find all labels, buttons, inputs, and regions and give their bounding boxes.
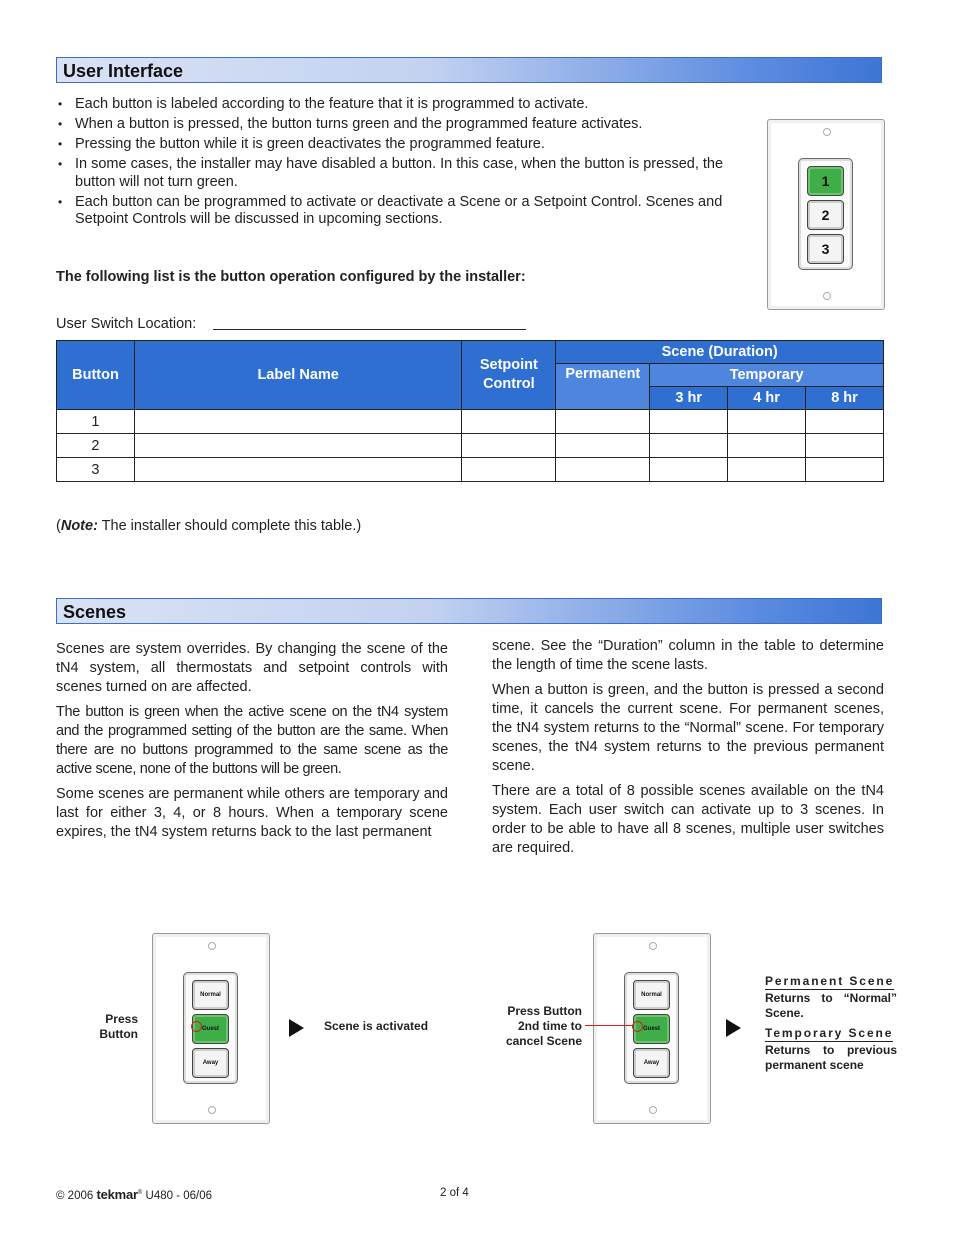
registered-mark-icon: ®	[137, 1190, 143, 1197]
doc-number: U480 - 06/06	[145, 1190, 213, 1202]
table-row	[57, 410, 884, 434]
header-8hr: 8 hr	[806, 387, 884, 410]
header-3hr: 3 hr	[650, 387, 728, 410]
page-number: 2 of 4	[440, 1187, 469, 1199]
paragraph: Some scenes are permanent while others are temporary and last for either 3, 4, or 8 hours. When a temporary scene expires, the tN4 system returns back to the last permanent	[56, 786, 448, 840]
list-item: • Pressing the button while it is green deactivates the programmed feature.	[56, 136, 736, 154]
header-4hr: 4 hr	[728, 387, 806, 410]
screw-icon	[649, 1106, 657, 1114]
setpoint-cell	[462, 458, 556, 482]
scenes-header	[56, 598, 882, 624]
screw-icon	[208, 1106, 216, 1114]
brand-logo: tekmar	[96, 1187, 138, 1202]
list-item: • Each button is labeled according to the feature that it is programmed to activate.	[56, 96, 736, 114]
switch-diagram-activate	[152, 933, 270, 1124]
header-label-name: Label Name	[134, 341, 461, 410]
header-setpoint-control	[462, 341, 556, 410]
scenes-right-column	[492, 637, 884, 864]
section-title: Scenes	[63, 602, 127, 622]
location-blank-line	[213, 329, 526, 330]
temporary-scene-note	[765, 1026, 897, 1073]
8hr-cell	[806, 458, 884, 482]
press-button-label: Press Button	[99, 1012, 138, 1041]
feature-list	[56, 96, 736, 231]
label-cell	[134, 410, 461, 434]
press-indicator-circle	[191, 1021, 202, 1032]
note-paren: (	[56, 518, 61, 534]
temporary-scene-title: Temporary Scene	[765, 1026, 894, 1040]
4hr-cell	[728, 434, 806, 458]
setpoint-cell	[462, 410, 556, 434]
section-title: User Interface	[63, 61, 184, 81]
scenes-left-column	[56, 640, 448, 848]
normal-button: Normal	[633, 980, 670, 1010]
list-item: • Each button can be programmed to activate or deactivate a Scene or a Setpoint Control. Scenes and Setpoint Controls will be discussed in upcoming sections.	[56, 194, 736, 229]
list-heading: The following list is the button operation configured by the installer:	[56, 269, 526, 285]
header-permanent: Permanent	[556, 364, 650, 410]
list-item: • When a button is pressed, the button turns green and the programmed feature activates.	[56, 116, 736, 134]
setpoint-cell	[462, 434, 556, 458]
normal-button: Normal	[192, 980, 229, 1010]
guest-button: Guest	[633, 1014, 670, 1044]
switch-button-3: 3	[807, 234, 844, 264]
note-label: Note:	[60, 518, 98, 534]
paragraph: Scenes are system overrides. By changing the scene of the tN4 system, all thermostats and setpoint controls with scenes turned on are affected.	[56, 641, 448, 695]
table-row	[57, 458, 884, 482]
8hr-cell	[806, 434, 884, 458]
switch-diagram-cancel	[593, 933, 711, 1124]
4hr-cell	[728, 410, 806, 434]
header-temporary: Temporary	[650, 364, 884, 387]
permanent-scene-note	[765, 974, 897, 1021]
guest-button: Guest	[192, 1014, 229, 1044]
row-number: 1	[57, 410, 135, 434]
4hr-cell	[728, 458, 806, 482]
press-indicator-circle	[632, 1021, 643, 1032]
table-row	[57, 434, 884, 458]
list-item: • In some cases, the installer may have disabled a button. In this case, when the button is pressed, the button will not turn green.	[56, 156, 736, 191]
label-cell	[134, 434, 461, 458]
switch-button-1: 1	[807, 166, 844, 196]
note-text: The installer should complete this table.)	[97, 518, 362, 534]
paragraph: There are a total of 8 possible scenes available on the tN4 system. Each user switch can activate up to 3 scenes. In order to be able to have all 8 scenes, multiple user switches are required.	[492, 783, 884, 856]
3hr-cell	[650, 434, 728, 458]
button-config-table	[56, 340, 884, 482]
label-cell	[134, 458, 461, 482]
away-button: Away	[633, 1048, 670, 1078]
user-switch-illustration	[767, 119, 885, 310]
screw-icon	[649, 942, 657, 950]
header-button: Button	[57, 341, 135, 410]
permanent-scene-text: Returns to “Normal” Scene.	[765, 991, 897, 1020]
screw-icon	[823, 292, 831, 300]
permanent-scene-title: Permanent Scene	[765, 974, 895, 988]
permanent-cell	[556, 410, 650, 434]
arrow-right-icon	[289, 1019, 304, 1037]
arrow-right-icon	[726, 1019, 741, 1037]
pointer-line	[585, 1025, 633, 1026]
press-again-label: Press Button 2nd time to cancel Scene	[505, 1004, 582, 1048]
header-setpoint-text: Setpoint Control	[479, 357, 538, 392]
3hr-cell	[650, 458, 728, 482]
permanent-cell	[556, 434, 650, 458]
footer-left	[56, 1187, 212, 1202]
switch-button-2: 2	[807, 200, 844, 230]
row-number: 3	[57, 458, 135, 482]
paragraph: The button is green when the active scene on the tN4 system and the programmed setting of the button are the same. When there are no buttons programmed to the same scene as the active scene, none of the buttons will be green.	[56, 704, 448, 777]
permanent-cell	[556, 458, 650, 482]
temporary-scene-text: Returns to previous permanent scene	[765, 1043, 897, 1072]
location-label: User Switch Location:	[56, 316, 197, 332]
copyright: © 2006	[56, 1190, 94, 1202]
paragraph: scene. See the “Duration” column in the table to determine the length of time the scene lasts.	[492, 638, 884, 673]
scene-activated-label: Scene is activated	[324, 1019, 429, 1033]
button-frame	[798, 158, 853, 270]
row-number: 2	[57, 434, 135, 458]
paragraph: When a button is green, and the button is pressed a second time, it cancels the current scene. For permanent scenes, the tN4 system returns to the “Normal” scene. For temporary scenes, the tN4 system returns to the previous permanent scene.	[492, 682, 884, 774]
user-interface-header	[56, 57, 882, 83]
header-scene-duration: Scene (Duration)	[556, 341, 884, 364]
away-button: Away	[192, 1048, 229, 1078]
8hr-cell	[806, 410, 884, 434]
screw-icon	[823, 128, 831, 136]
screw-icon	[208, 942, 216, 950]
3hr-cell	[650, 410, 728, 434]
table-note	[56, 518, 361, 534]
